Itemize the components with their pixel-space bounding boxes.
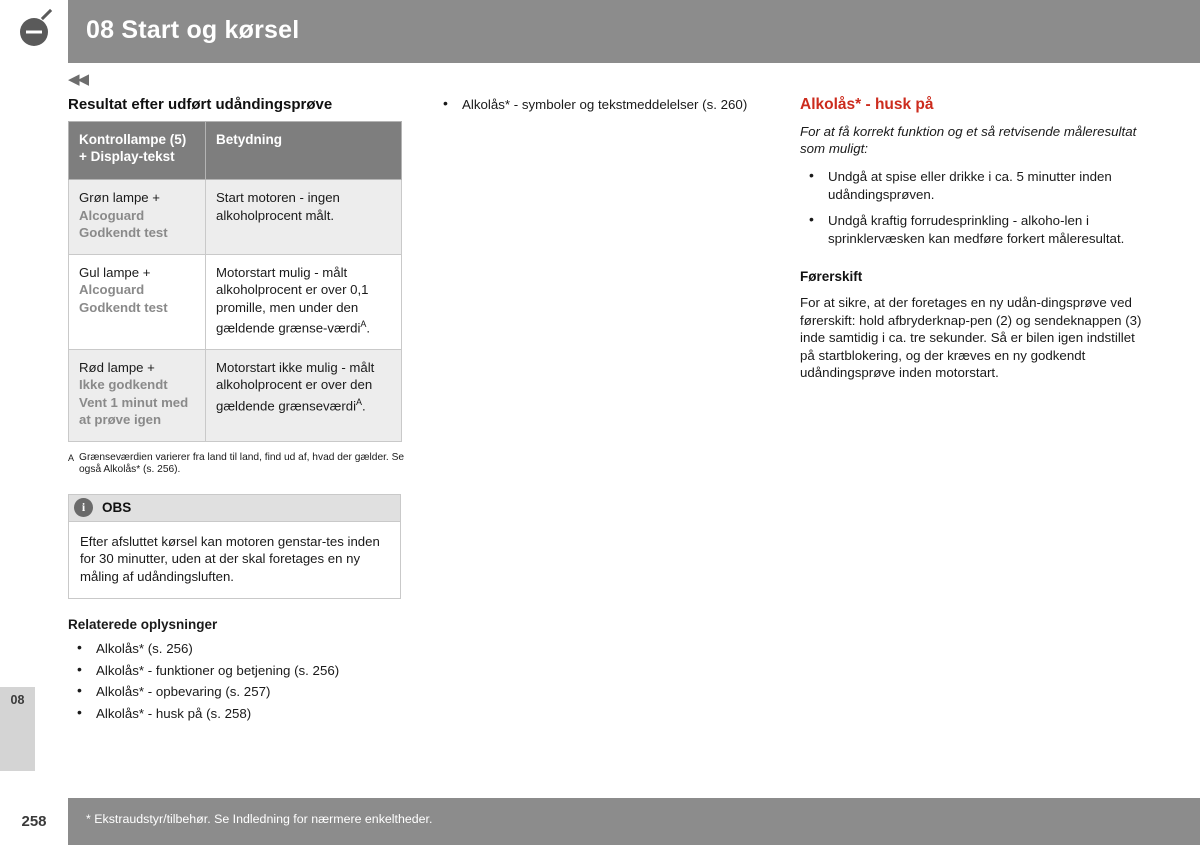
tip-text: Undgå at spise eller drikke i ca. 5 minutter inden udåndingsprøven. <box>828 169 1112 202</box>
related-info-list <box>68 640 408 722</box>
meaning-text: Motorstart mulig - målt alkoholprocent er over 0,1 promille, men under den gældende grænse-værdi <box>216 264 369 336</box>
table-cell-lamp <box>69 180 206 255</box>
page-footer <box>0 798 1200 845</box>
tip-text: Undgå kraftig forrudesprinkling - alkoho-len i sprinklervæsken kan medføre forkert måleresultat. <box>828 213 1125 246</box>
back-arrows-icon[interactable]: ◀◀ <box>68 71 88 88</box>
list-item[interactable] <box>68 640 408 658</box>
page-content <box>0 63 1200 798</box>
table-header-row <box>69 122 402 180</box>
chapter-title: 08 Start og kørsel <box>86 16 300 44</box>
lamp-main-label: Rød lampe + <box>79 359 155 375</box>
meaning-text: Motorstart ikke mulig - målt alkoholprocent er over den gældende grænseværdi <box>216 359 375 414</box>
note-box <box>68 494 401 600</box>
list-item[interactable] <box>434 96 774 114</box>
column-two <box>434 63 774 123</box>
related-link-label[interactable]: Alkolås* - funktioner og betjening (s. 256) <box>96 662 340 678</box>
table-row <box>69 254 402 349</box>
list-item[interactable] <box>68 683 408 701</box>
volvo-logo-icon <box>20 18 48 46</box>
page-number: 258 <box>21 813 47 830</box>
table-row <box>69 349 402 441</box>
note-header <box>69 495 400 522</box>
section-title-result: Resultat efter udført udåndingsprøve <box>68 96 333 113</box>
continued-list <box>434 96 774 114</box>
footnote-marker: A <box>68 452 75 463</box>
meaning-tail: . <box>362 398 366 414</box>
related-link-label[interactable]: Alkolås* - husk på (s. 258) <box>96 705 252 721</box>
list-item <box>800 168 1145 203</box>
page-number-container <box>0 798 68 845</box>
section-title-husk-paa: Alkolås* - husk på <box>800 96 934 113</box>
list-item[interactable] <box>68 705 408 723</box>
list-item <box>800 212 1145 247</box>
table-header-meaning: Betydning <box>206 122 402 180</box>
meaning-tail: . <box>366 320 371 336</box>
table-cell-meaning <box>206 254 402 349</box>
list-item[interactable] <box>68 662 408 680</box>
table-cell-lamp <box>69 349 206 441</box>
table-header-lamp: Kontrollampe (5) + Display-tekst <box>69 122 206 180</box>
note-body: Efter afsluttet kørsel kan motoren genstar-tes inden for 30 minutter, uden at der skal foretages en ny måling af udåndingsluften. <box>80 533 380 584</box>
related-info-title: Relaterede oplysninger <box>68 617 218 633</box>
table-row <box>69 180 402 255</box>
lamp-sub-label: Alcoguard Godkendt test <box>79 207 168 240</box>
subsection-title-forerskift: Førerskift <box>800 269 863 284</box>
intro-paragraph: For at få korrekt funktion og et så retvisende måleresultat som muligt: <box>800 124 1137 156</box>
lamp-sub-label: Alcoguard Godkendt test <box>79 282 168 315</box>
lamp-main-label: Gul lampe + <box>79 264 151 280</box>
subsection-body: For at sikre, at der foretages en ny udån-dingsprøve ved førerskift: hold afbryderknap-pen (2) og sendeknappen (3) inde samtidig i ca. tre sekunder. Så er bilen igen indstillet på startblokering, og der kræves en ny godkendt udåndingsprøve inden motorstart. <box>800 295 1142 380</box>
lamp-main-label: Grøn lampe + <box>79 190 160 205</box>
note-title: OBS <box>102 500 132 516</box>
table-cell-lamp <box>69 254 206 349</box>
footer-note: * Ekstraudstyr/tilbehør. Se Indledning for nærmere enkeltheder. <box>86 812 433 826</box>
related-link-label[interactable]: Alkolås* - opbevaring (s. 257) <box>96 684 271 700</box>
footnote-text: Grænseværdien varierer fra land til land, find ud af, hvad der gælder. Se også Alkolås* (s. 256). <box>79 451 405 476</box>
table-cell-meaning <box>206 349 402 441</box>
footnote <box>68 452 408 477</box>
tips-list <box>800 168 1145 247</box>
chapter-tab: 08 <box>0 687 35 771</box>
column-three <box>800 63 1145 392</box>
footnote-ref: A <box>356 396 363 407</box>
lamp-sub-label: Ikke godkendt Vent 1 minut med at prøve igen <box>79 377 189 428</box>
info-icon: i <box>74 498 93 517</box>
footnote-ref: A <box>360 319 367 329</box>
table-cell-meaning: Start motoren - ingen alkoholprocent målt. <box>206 180 402 255</box>
page-header <box>0 0 1200 63</box>
related-link-label[interactable]: Alkolås* (s. 256) <box>96 641 193 657</box>
result-table <box>68 121 402 442</box>
column-one <box>68 63 408 726</box>
logo-container <box>0 0 68 63</box>
related-link-label[interactable]: Alkolås* - symboler og tekstmeddelelser (s. 260) <box>462 97 748 112</box>
